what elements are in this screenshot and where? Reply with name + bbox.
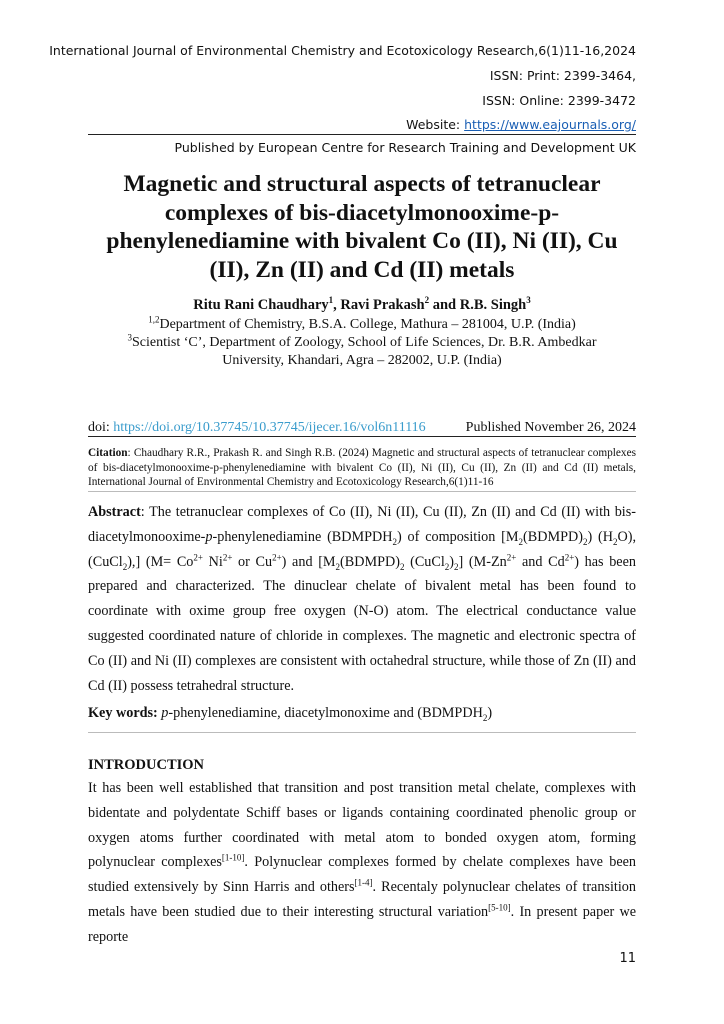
keywords [88, 704, 636, 722]
abstract-text: ) has been prepared and characterized. The dinuclear chelate of bivalent metal has been found to coordinate with oxime group free oxygen (N-O) atom. The electrical conductance value suggested coordinated nature of chloride in complexes. The magnetic and electronic spectra of Co (II) and Ni (II) complexes are consistent with octahedral structure, while those of Zn (II) and Cd (II) possess tetrahedral structure. [88, 553, 636, 694]
keywords-sub: 2 [482, 712, 488, 723]
doi-row [88, 419, 636, 437]
author-2-sup: 2 [424, 295, 430, 306]
author-list [88, 296, 636, 314]
abstract-text: ),] (M= Co [127, 553, 194, 570]
published-date: Published November 26, 2024 [465, 420, 636, 435]
abstract-sub: 2 [399, 561, 405, 572]
citation-label: Citation [88, 447, 128, 459]
citation-ref: [1-10] [221, 852, 245, 863]
abstract-text: O), (CuCl [88, 528, 636, 570]
abstract-italic: p [205, 528, 213, 545]
abstract-text: ] (M-Zn [458, 553, 507, 570]
title-line-4: (II), Zn (II) and Cd (II) metals [209, 256, 515, 283]
doi-link[interactable]: https://doi.org/10.37745/10.37745/ijecer.16/vol6n11116 [113, 420, 426, 435]
abstract-sub: 2 [122, 561, 128, 572]
affiliation-1 [88, 316, 636, 334]
abstract-sub: 2 [612, 536, 618, 547]
abstract-text: and Cd [516, 553, 565, 570]
abstract-sub: 2 [392, 536, 397, 547]
author-separator: , [333, 297, 341, 313]
intro-text: . Recentaly polynuclear chelates of transition metals have been studied due to their interesting structural variation [88, 879, 636, 920]
doi-divider [88, 436, 636, 437]
abstract-sup: 2+ [272, 551, 282, 562]
author-2: Ravi Prakash [340, 297, 425, 313]
citation-ref: [5-10] [488, 902, 511, 913]
abstract-text: ) of composition [M [397, 528, 519, 545]
abstract-text: ) and [M [281, 553, 336, 570]
abstract-text: ) (H [587, 528, 613, 545]
abstract-label: Abstract [88, 504, 141, 520]
abstract-sup: 2+ [564, 551, 575, 562]
abstract-text: : The tetranuclear complexes of Co (II), Ni (II), Cu (II), Zn (II) and Cd (II) with bis-diacetylmonooxime- [88, 504, 636, 545]
author-separator: and [429, 297, 460, 313]
citation [88, 446, 636, 490]
affiliation-1-text: Department of Chemistry, B.S.A. College, Mathura – 281004, U.P. (India) [159, 317, 576, 332]
affiliation-2-cont: University, Khandari, Agra – 282002, U.P. (India) [222, 353, 502, 368]
abstract-text: ) [449, 553, 455, 570]
keywords-label: Key words: [88, 705, 158, 721]
abstract-text: (BDMPD) [340, 553, 400, 570]
abstract [88, 500, 636, 698]
abstract-sup: 2+ [222, 551, 233, 562]
abstract-sub: 2 [582, 536, 588, 547]
abstract-sub: 2 [518, 536, 524, 547]
doi-label: doi: [88, 420, 114, 435]
website-line [406, 117, 636, 133]
author-3-sup: 3 [526, 295, 531, 306]
keywords-text: -phenylenediamine, diacetylmonoxime and (BDMPDH [168, 705, 483, 721]
intro-text: It has been well established that transition and post transition metal chelate, complexes with bidentate and polydentate Schiff bases or ligands containing coordinated phenolic group or oxygen atoms further coordinated with metal atom to bonded oxygen atom, forming polynuclear complexes [88, 780, 636, 871]
issn-online: ISSN: Online: 2399-3472 [482, 93, 636, 108]
website-label: Website: [406, 117, 461, 132]
journal-header: International Journal of Environmental Chemistry and Ecotoxicology Research,6(1)11-16,2024 [49, 43, 636, 58]
abstract-sup: 2+ [506, 551, 517, 562]
abstract-sub: 2 [335, 561, 341, 572]
page-number: 11 [619, 951, 636, 966]
abstract-sub: 2 [454, 561, 459, 572]
keywords-close: ) [487, 705, 493, 721]
abstract-text: (BDMPD) [523, 528, 583, 545]
abstract-text: -phenylenediamine (BDMPDH [212, 528, 393, 545]
header-divider [88, 134, 636, 135]
issn-print: ISSN: Print: 2399-3464, [489, 68, 636, 83]
website-link[interactable]: https://www.eajournals.org/ [464, 117, 636, 132]
abstract-sup: 2+ [193, 551, 203, 562]
affiliations [88, 316, 636, 370]
introduction-body [88, 776, 636, 950]
author-3: R.B. Singh [459, 297, 527, 313]
paper-title [78, 170, 646, 284]
author-1-sup: 1 [328, 295, 334, 306]
keywords-italic: p [161, 705, 169, 721]
citation-divider [88, 491, 636, 492]
title-line-2: complexes of bis-diacetylmonooxime-p- [164, 199, 560, 226]
citation-ref: [1-4] [354, 877, 373, 888]
title-line-3: phenylenediamine with bivalent Co (II), Ni (II), Cu [106, 228, 618, 254]
title-line-1: Magnetic and structural aspects of tetranuclear [123, 171, 601, 197]
citation-text: : Chaudhary R.R., Prakash R. and Singh R.B. (2024) Magnetic and structural aspects of tetranuclear complexes of bis-diacetylmonooxime-p-phenylenediamine with bivalent Co (II), Ni (II), Cu (II), Zn (II) and Cd (II) metals, International Journal of Environmental Chemistry and Ecotoxicology Research,6(1)11-16 [88, 447, 636, 488]
keywords-divider [88, 732, 636, 733]
intro-text: . In present paper we reporte [88, 903, 636, 945]
affiliation-1-sup: 1,2 [148, 314, 160, 325]
intro-text: . Polynuclear complexes formed by chelate complexes have been studied extensively by Sinn Harris and others [88, 854, 637, 896]
introduction-heading: INTRODUCTION [88, 757, 205, 773]
abstract-text: Ni [202, 553, 223, 570]
abstract-sub: 2 [444, 561, 450, 572]
affiliation-2-text: Scientist ‘C’, Department of Zoology, School of Life Sciences, Dr. B.R. Ambedkar [131, 335, 597, 350]
author-1: Ritu Rani Chaudhary [193, 297, 329, 313]
affiliation-2-sup: 3 [127, 332, 132, 343]
affiliation-2 [88, 334, 636, 352]
abstract-text: (CuCl [404, 553, 445, 570]
publisher-line: Published by European Centre for Research Training and Development UK [174, 140, 636, 155]
abstract-text: or Cu [232, 553, 273, 570]
